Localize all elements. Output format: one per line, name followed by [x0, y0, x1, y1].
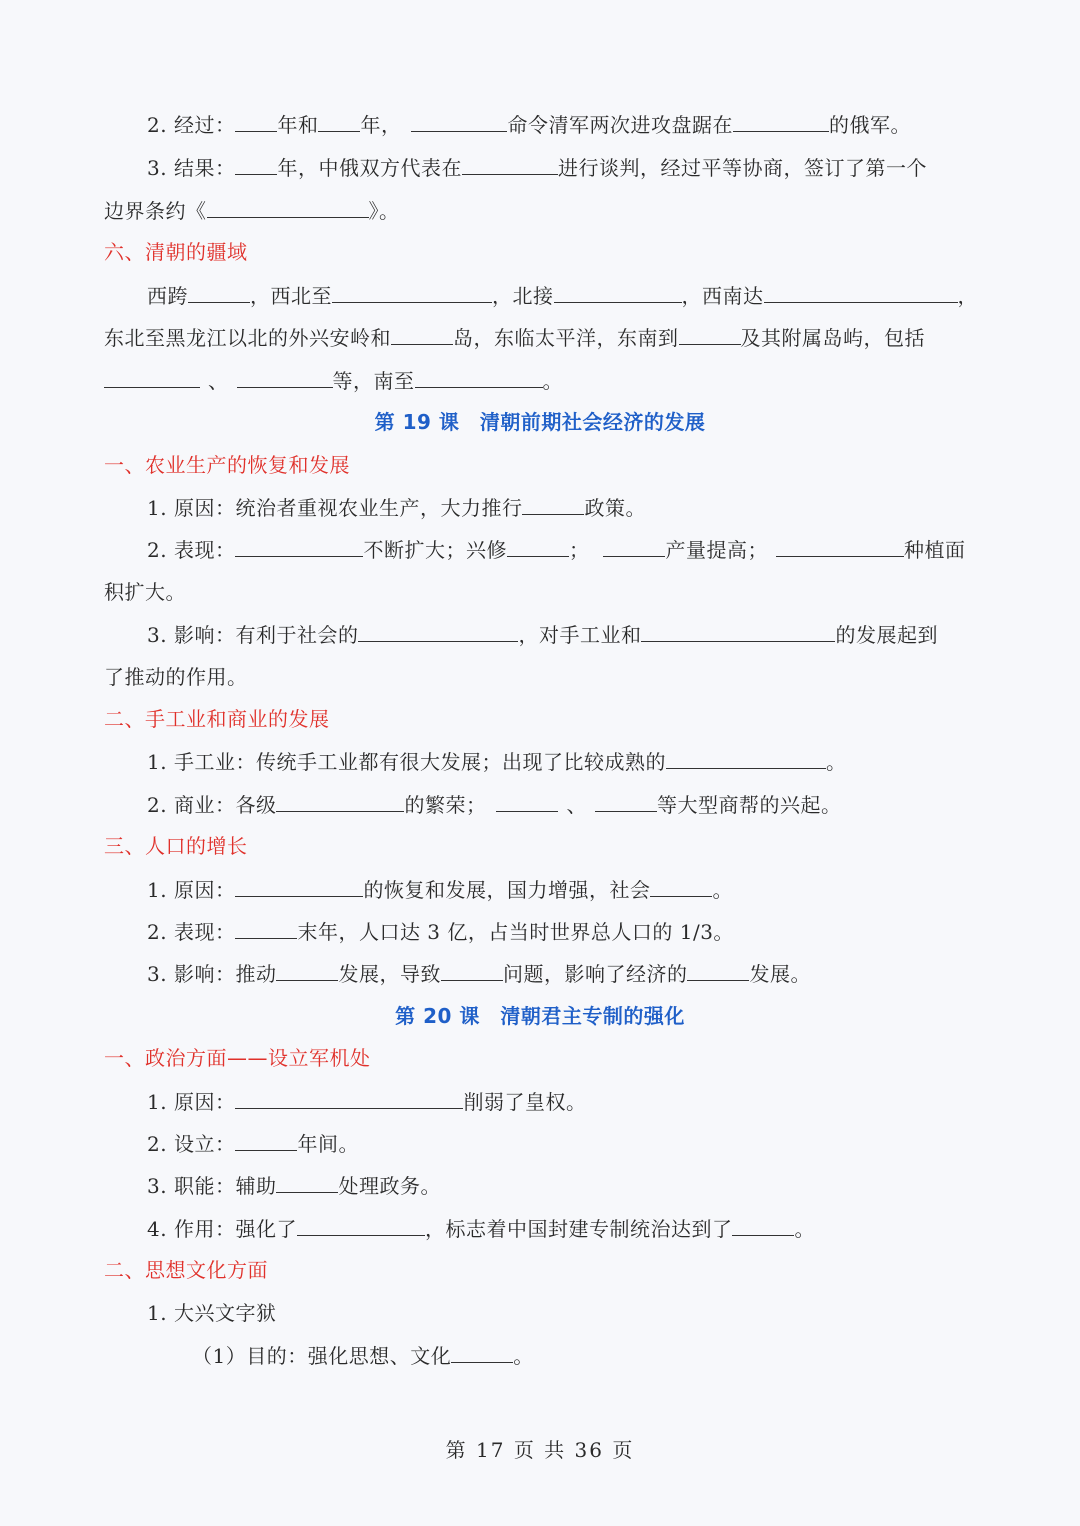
blank: [732, 1215, 794, 1236]
blank: [554, 282, 682, 303]
sec5-line-3: 3. 结果： 年，中俄双方代表在 进行谈判，经过平等协商，签订了第一个: [147, 156, 927, 180]
l20-line: 4. 作用：强化了 ，标志着中国封建专制统治达到了 。: [147, 1217, 815, 1241]
l19-line: 1. 原因：统治者重视农业生产，大力推行 政策。: [147, 496, 646, 520]
blank: [318, 111, 360, 132]
blank: [507, 536, 569, 557]
l19-line: 3. 影响：推动 发展，导致 问题，影响了经济的 发展。: [147, 962, 811, 986]
l19-line: 1. 手工业：传统手工业都有很大发展；出现了比较成熟的 。: [147, 750, 847, 774]
section-heading: 二、思想文化方面: [104, 1258, 268, 1282]
l20-line: 2. 设立： 年间。: [147, 1132, 359, 1156]
blank: [358, 621, 518, 642]
blank: [276, 960, 338, 981]
blank: [235, 536, 363, 557]
section-heading: 二、手工业和商业的发展: [104, 707, 330, 731]
section-heading: 六、清朝的疆域: [104, 240, 248, 264]
sec5-line-3b: 边界条约《 》。: [104, 199, 400, 223]
sec6-line-1: 西跨 ，西北至 ，北接 ，西南达 ，: [147, 284, 978, 308]
lesson-20-title: 第 20 课 清朝君主专制的强化: [395, 1004, 685, 1028]
blank: [235, 918, 297, 939]
l20-line: （1）目的：强化思想、文化 。: [192, 1344, 534, 1368]
sec6-line-2: 东北至黑龙江以北的外兴安岭和 岛，东临太平洋，东南到 及其附属岛屿，包括: [104, 326, 925, 350]
l19-line: 2. 表现： 末年，人口达 3 亿，占当时世界总人口的 1/3。: [147, 920, 734, 944]
blank: [496, 791, 558, 812]
blank: [276, 1172, 338, 1193]
l19-line: 2. 表现： 不断扩大；兴修 ； 产量提高； 种植面: [147, 538, 966, 562]
blank: [522, 494, 584, 515]
blank: [451, 1342, 513, 1363]
blank: [237, 367, 333, 388]
section-heading: 一、农业生产的恢复和发展: [104, 453, 350, 477]
blank: [666, 748, 826, 769]
blank: [235, 876, 363, 897]
page-number: 第 17 页 共 36 页: [445, 1438, 635, 1462]
blank: [276, 791, 404, 812]
blank: [235, 111, 277, 132]
l19-line: 3. 影响：有利于社会的 ，对手工业和 的发展起到: [147, 623, 938, 647]
blank: [297, 1215, 425, 1236]
blank: [679, 324, 741, 345]
blank: [391, 324, 453, 345]
blank: [764, 282, 958, 303]
blank: [641, 621, 835, 642]
l19-line: 2. 商业：各级 的繁荣； 、 等大型商帮的兴起。: [147, 793, 842, 817]
blank: [733, 111, 829, 132]
blank: [595, 791, 657, 812]
l20-line: 1. 原因： 削弱了皇权。: [147, 1090, 587, 1114]
blank: [411, 111, 507, 132]
blank: [235, 1130, 297, 1151]
l20-line: 1. 大兴文字狱: [147, 1301, 277, 1325]
blank: [650, 876, 712, 897]
blank: [415, 367, 543, 388]
blank: [441, 960, 503, 981]
l20-line: 3. 职能：辅助 处理政务。: [147, 1174, 441, 1198]
blank: [235, 1088, 463, 1109]
section-heading: 一、政治方面——设立军机处: [104, 1046, 371, 1070]
l19-line: 积扩大。: [104, 580, 186, 604]
blank: [603, 536, 665, 557]
blank: [332, 282, 492, 303]
blank: [776, 536, 904, 557]
section-heading: 三、人口的增长: [104, 834, 248, 858]
l19-line: 了推动的作用。: [104, 665, 248, 689]
blank: [188, 282, 250, 303]
lesson-19-title: 第 19 课 清朝前期社会经济的发展: [374, 410, 706, 434]
sec5-line-2: 2. 经过： 年和 年， 命令清军两次进攻盘踞在 的俄军。: [147, 113, 911, 137]
blank: [207, 197, 369, 218]
blank: [235, 154, 277, 175]
sec6-line-3: 、 等，南至 。: [104, 367, 563, 394]
blank: [687, 960, 749, 981]
blank: [462, 154, 558, 175]
l19-line: 1. 原因： 的恢复和发展，国力增强，社会 。: [147, 878, 733, 902]
blank: [104, 367, 200, 388]
